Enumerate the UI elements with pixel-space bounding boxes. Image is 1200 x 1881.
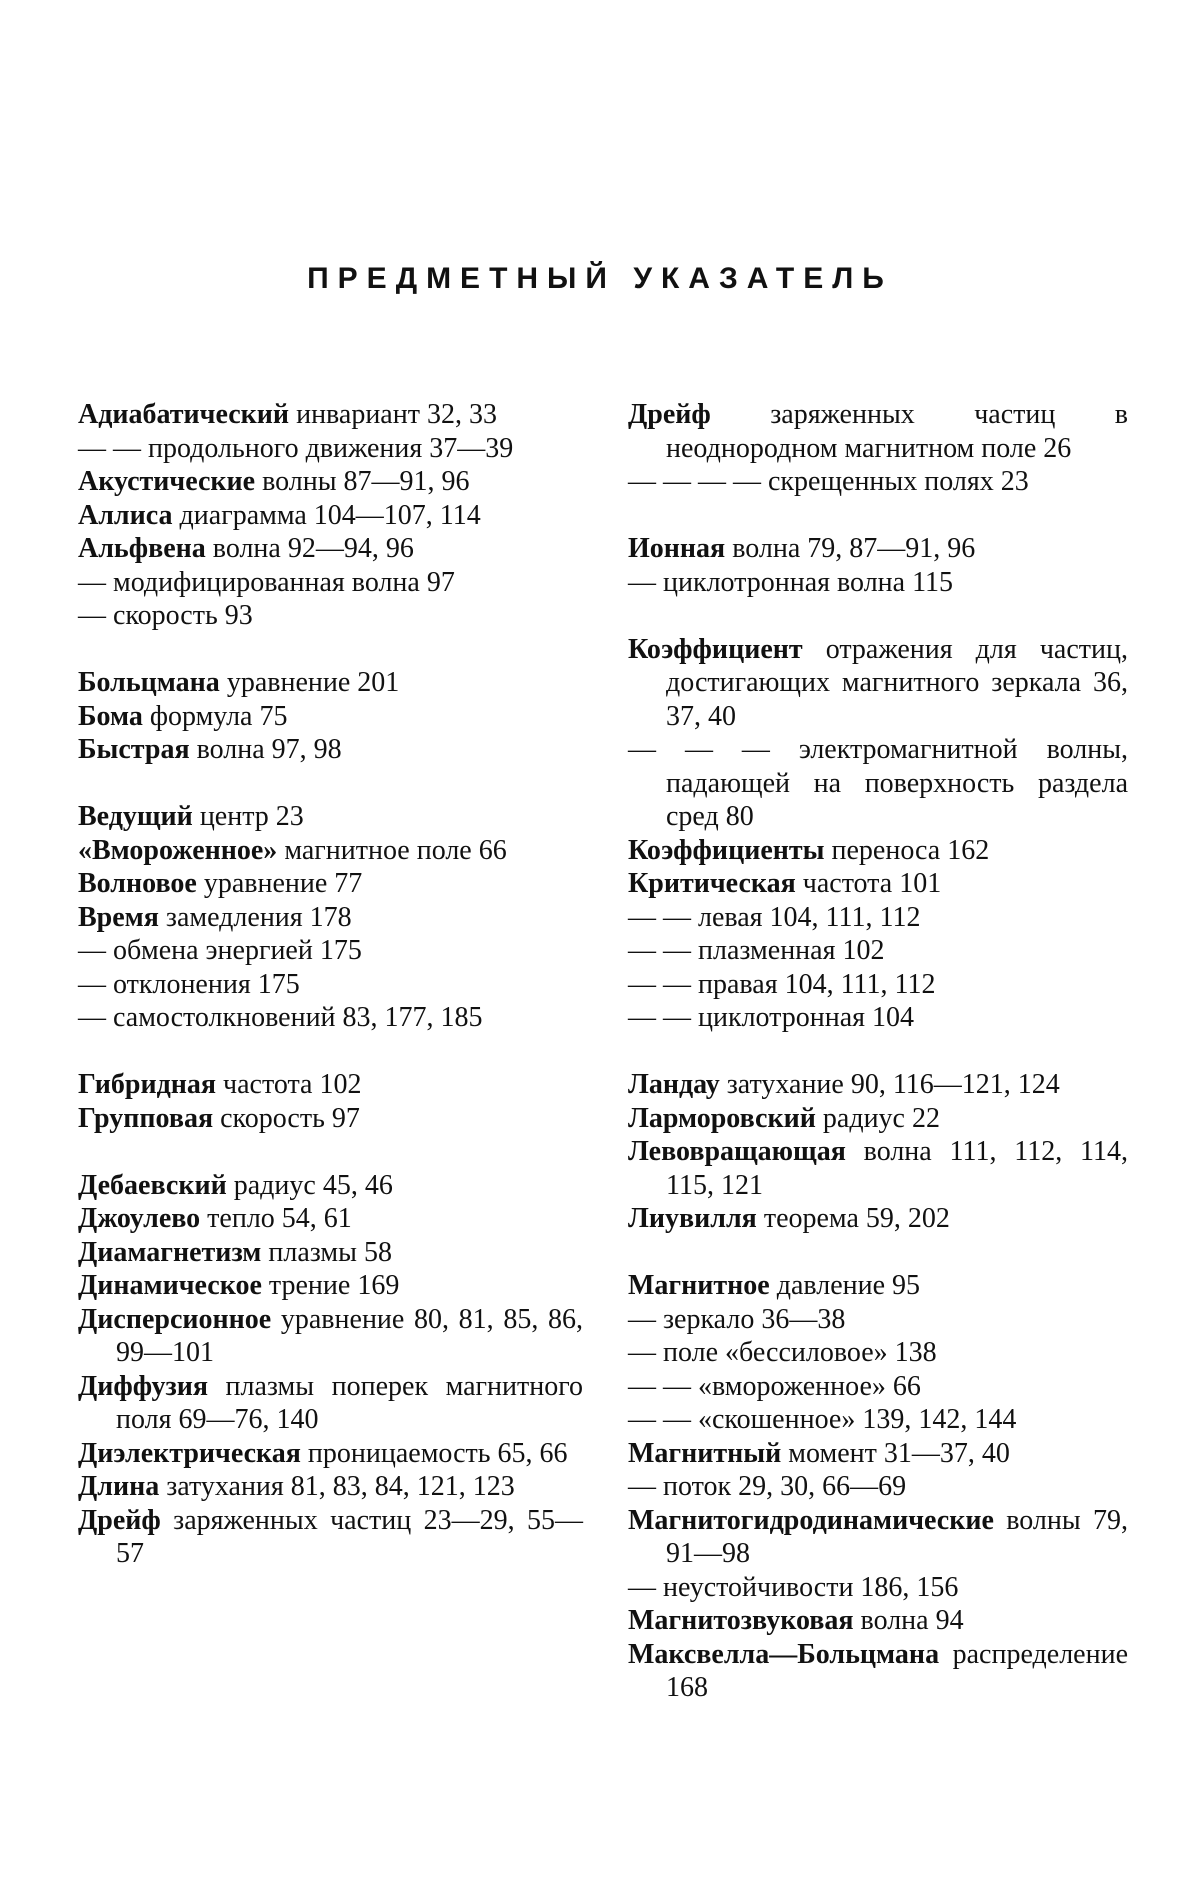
entry-text: магнитное поле 66 bbox=[277, 835, 506, 866]
entry-text: волна 111, 112, 114, 115, 121 bbox=[666, 1136, 1128, 1201]
entry-term: Гибридная bbox=[78, 1069, 216, 1100]
index-entry bbox=[78, 1068, 583, 1102]
index-entry bbox=[628, 901, 1128, 935]
index-column-right bbox=[628, 398, 1128, 1705]
entry-term: Аллиса bbox=[78, 500, 173, 531]
entry-term: Магнитогидродинамические bbox=[628, 1505, 994, 1536]
index-entry bbox=[628, 733, 1128, 834]
entry-text: проницаемость 65, 66 bbox=[301, 1438, 568, 1469]
group-spacer bbox=[628, 1236, 1128, 1270]
entry-text: волны 79, 91—98 bbox=[666, 1505, 1128, 1570]
entry-text: — самостолкновений 83, 177, 185 bbox=[78, 1002, 483, 1033]
entry-text: — поток 29, 30, 66—69 bbox=[628, 1471, 906, 1502]
index-entry bbox=[628, 465, 1128, 499]
entry-term: Ландау bbox=[628, 1069, 720, 1100]
entry-text: — обмена энергией 175 bbox=[78, 935, 362, 966]
index-entry bbox=[78, 867, 583, 901]
index-entry bbox=[78, 901, 583, 935]
entry-term: Максвелла—Больцмана bbox=[628, 1639, 939, 1670]
index-entry bbox=[78, 432, 583, 466]
entry-text: волна 97, 98 bbox=[190, 734, 342, 765]
index-entry bbox=[78, 1370, 583, 1437]
entry-text: диаграмма 104—107, 114 bbox=[173, 500, 481, 531]
index-entry bbox=[78, 700, 583, 734]
entry-text: — скорость 93 bbox=[78, 600, 253, 631]
entry-term: Левовращающая bbox=[628, 1136, 846, 1167]
entry-term: Критическая bbox=[628, 868, 796, 899]
entry-text: — — продольного движения 37—39 bbox=[78, 433, 513, 464]
page-title: ПРЕДМЕТНЫЙ УКАЗАТЕЛЬ bbox=[0, 262, 1200, 296]
index-entry bbox=[628, 532, 1128, 566]
entry-text: волна 94 bbox=[854, 1605, 964, 1636]
entry-term: Время bbox=[78, 902, 159, 933]
index-entry bbox=[628, 834, 1128, 868]
entry-text: частота 101 bbox=[796, 868, 941, 899]
entry-term: Длина bbox=[78, 1471, 159, 1502]
index-entry bbox=[628, 1638, 1128, 1705]
entry-text: теорема 59, 202 bbox=[757, 1203, 950, 1234]
entry-term: Бома bbox=[78, 701, 143, 732]
entry-text: — циклотронная волна 115 bbox=[628, 567, 953, 598]
entry-text: уравнение 201 bbox=[220, 667, 399, 698]
index-entry bbox=[628, 1470, 1128, 1504]
entry-text: — — «скошенное» 139, 142, 144 bbox=[628, 1404, 1016, 1435]
entry-text: — — — — скрещенных полях 23 bbox=[628, 466, 1029, 497]
entry-text: затухание 90, 116—121, 124 bbox=[720, 1069, 1060, 1100]
index-entry bbox=[628, 1604, 1128, 1638]
index-entry bbox=[78, 1236, 583, 1270]
entry-term: Магнитный bbox=[628, 1438, 781, 1469]
entry-text: заряженных частиц в неоднородном магнитном поле 26 bbox=[666, 399, 1128, 464]
index-entry bbox=[628, 566, 1128, 600]
index-entry bbox=[78, 1202, 583, 1236]
group-spacer bbox=[78, 767, 583, 801]
index-entry bbox=[78, 1001, 583, 1035]
entry-term: Дрейф bbox=[628, 399, 711, 430]
index-entry bbox=[628, 1437, 1128, 1471]
entry-text: — — правая 104, 111, 112 bbox=[628, 969, 935, 1000]
index-entry bbox=[78, 532, 583, 566]
index-entry bbox=[628, 968, 1128, 1002]
entry-text: — — «вмороженное» 66 bbox=[628, 1371, 921, 1402]
entry-term: Дрейф bbox=[78, 1505, 161, 1536]
entry-text: плазмы 58 bbox=[261, 1237, 392, 1268]
entry-text: — поле «бессиловое» 138 bbox=[628, 1337, 937, 1368]
entry-text: давление 95 bbox=[770, 1270, 920, 1301]
entry-term: Коэффициент bbox=[628, 634, 803, 665]
entry-term: Акустические bbox=[78, 466, 255, 497]
entry-text: — зеркало 36—38 bbox=[628, 1304, 845, 1335]
entry-text: — неустойчивости 186, 156 bbox=[628, 1572, 958, 1603]
entry-term: Магнитозвуковая bbox=[628, 1605, 854, 1636]
index-entry bbox=[78, 934, 583, 968]
entry-term: Диффузия bbox=[78, 1371, 208, 1402]
index-entry bbox=[78, 1470, 583, 1504]
entry-text: — — — электромагнитной волны, падающей на поверхность раздела сред 80 bbox=[628, 734, 1128, 832]
index-entry bbox=[78, 968, 583, 1002]
entry-text: радиус 22 bbox=[816, 1103, 940, 1134]
entry-term: Диамагнетизм bbox=[78, 1237, 261, 1268]
index-entry bbox=[78, 733, 583, 767]
index-entry bbox=[78, 1102, 583, 1136]
index-entry bbox=[628, 934, 1128, 968]
group-spacer bbox=[628, 499, 1128, 533]
index-entry bbox=[78, 666, 583, 700]
entry-text: плазмы поперек магнитного поля 69—76, 140 bbox=[116, 1371, 583, 1436]
entry-text: уравнение 80, 81, 85, 86, 99—101 bbox=[116, 1304, 583, 1369]
index-entry bbox=[628, 1001, 1128, 1035]
index-entry bbox=[628, 867, 1128, 901]
entry-text: центр 23 bbox=[193, 801, 304, 832]
index-entry bbox=[628, 1370, 1128, 1404]
entry-term: Ведущий bbox=[78, 801, 193, 832]
entry-term: Ионная bbox=[628, 533, 725, 564]
entry-term: Коэффициенты bbox=[628, 835, 825, 866]
entry-term: Альфвена bbox=[78, 533, 206, 564]
entry-term: Волновое bbox=[78, 868, 197, 899]
entry-text: распределение 168 bbox=[666, 1639, 1128, 1704]
entry-text: — — плазменная 102 bbox=[628, 935, 884, 966]
entry-text: скорость 97 bbox=[213, 1103, 360, 1134]
index-column-left bbox=[78, 398, 583, 1571]
entry-text: трение 169 bbox=[262, 1270, 399, 1301]
index-entry bbox=[628, 398, 1128, 465]
entry-text: замедления 178 bbox=[159, 902, 352, 933]
index-entry bbox=[78, 566, 583, 600]
index-entry bbox=[628, 1102, 1128, 1136]
entry-text: формула 75 bbox=[143, 701, 288, 732]
entry-term: Динамическое bbox=[78, 1270, 262, 1301]
entry-text: радиус 45, 46 bbox=[227, 1170, 393, 1201]
index-entry bbox=[78, 1437, 583, 1471]
index-entry bbox=[628, 1504, 1128, 1571]
index-entry bbox=[78, 1169, 583, 1203]
entry-term: Дебаевский bbox=[78, 1170, 227, 1201]
index-entry bbox=[78, 1504, 583, 1571]
entry-term: Джоулево bbox=[78, 1203, 200, 1234]
index-entry bbox=[628, 1202, 1128, 1236]
index-entry bbox=[628, 1303, 1128, 1337]
entry-term: Групповая bbox=[78, 1103, 213, 1134]
entry-text: волна 92—94, 96 bbox=[206, 533, 414, 564]
group-spacer bbox=[628, 1035, 1128, 1069]
entry-term: Быстрая bbox=[78, 734, 190, 765]
entry-text: заряженных частиц 23—29, 55—57 bbox=[116, 1505, 583, 1570]
entry-text: частота 102 bbox=[216, 1069, 361, 1100]
entry-text: — модифицированная волна 97 bbox=[78, 567, 455, 598]
entry-term: Дисперсионное bbox=[78, 1304, 271, 1335]
index-entry bbox=[78, 1269, 583, 1303]
entry-text: — отклонения 175 bbox=[78, 969, 300, 1000]
index-entry bbox=[78, 398, 583, 432]
entry-text: — — левая 104, 111, 112 bbox=[628, 902, 920, 933]
entry-text: отражения для частиц, достигающих магнитного зеркала 36, 37, 40 bbox=[666, 634, 1128, 732]
index-entry bbox=[78, 465, 583, 499]
group-spacer bbox=[78, 1035, 583, 1069]
entry-term: Адиабатический bbox=[78, 399, 289, 430]
index-entry bbox=[628, 1403, 1128, 1437]
index-entry bbox=[628, 1336, 1128, 1370]
entry-text: затухания 81, 83, 84, 121, 123 bbox=[159, 1471, 515, 1502]
index-entry bbox=[78, 599, 583, 633]
entry-text: уравнение 77 bbox=[197, 868, 362, 899]
index-entry bbox=[78, 1303, 583, 1370]
entry-term: «Вмороженное» bbox=[78, 835, 277, 866]
entry-term: Диэлектрическая bbox=[78, 1438, 301, 1469]
entry-text: переноса 162 bbox=[825, 835, 990, 866]
entry-term: Лиувилля bbox=[628, 1203, 757, 1234]
entry-term: Ларморовский bbox=[628, 1103, 816, 1134]
index-entry bbox=[628, 1571, 1128, 1605]
index-entry bbox=[628, 1068, 1128, 1102]
entry-text: тепло 54, 61 bbox=[200, 1203, 352, 1234]
entry-text: волны 87—91, 96 bbox=[255, 466, 469, 497]
entry-term: Магнитное bbox=[628, 1270, 770, 1301]
index-entry bbox=[628, 633, 1128, 734]
entry-text: инвариант 32, 33 bbox=[289, 399, 497, 430]
entry-term: Больцмана bbox=[78, 667, 220, 698]
index-entry bbox=[78, 499, 583, 533]
group-spacer bbox=[78, 1135, 583, 1169]
entry-text: волна 79, 87—91, 96 bbox=[725, 533, 975, 564]
group-spacer bbox=[628, 599, 1128, 633]
entry-text: момент 31—37, 40 bbox=[781, 1438, 1010, 1469]
entry-text: — — циклотронная 104 bbox=[628, 1002, 914, 1033]
index-entry bbox=[78, 800, 583, 834]
index-entry bbox=[628, 1135, 1128, 1202]
index-entry bbox=[628, 1269, 1128, 1303]
index-entry bbox=[78, 834, 583, 868]
group-spacer bbox=[78, 633, 583, 667]
